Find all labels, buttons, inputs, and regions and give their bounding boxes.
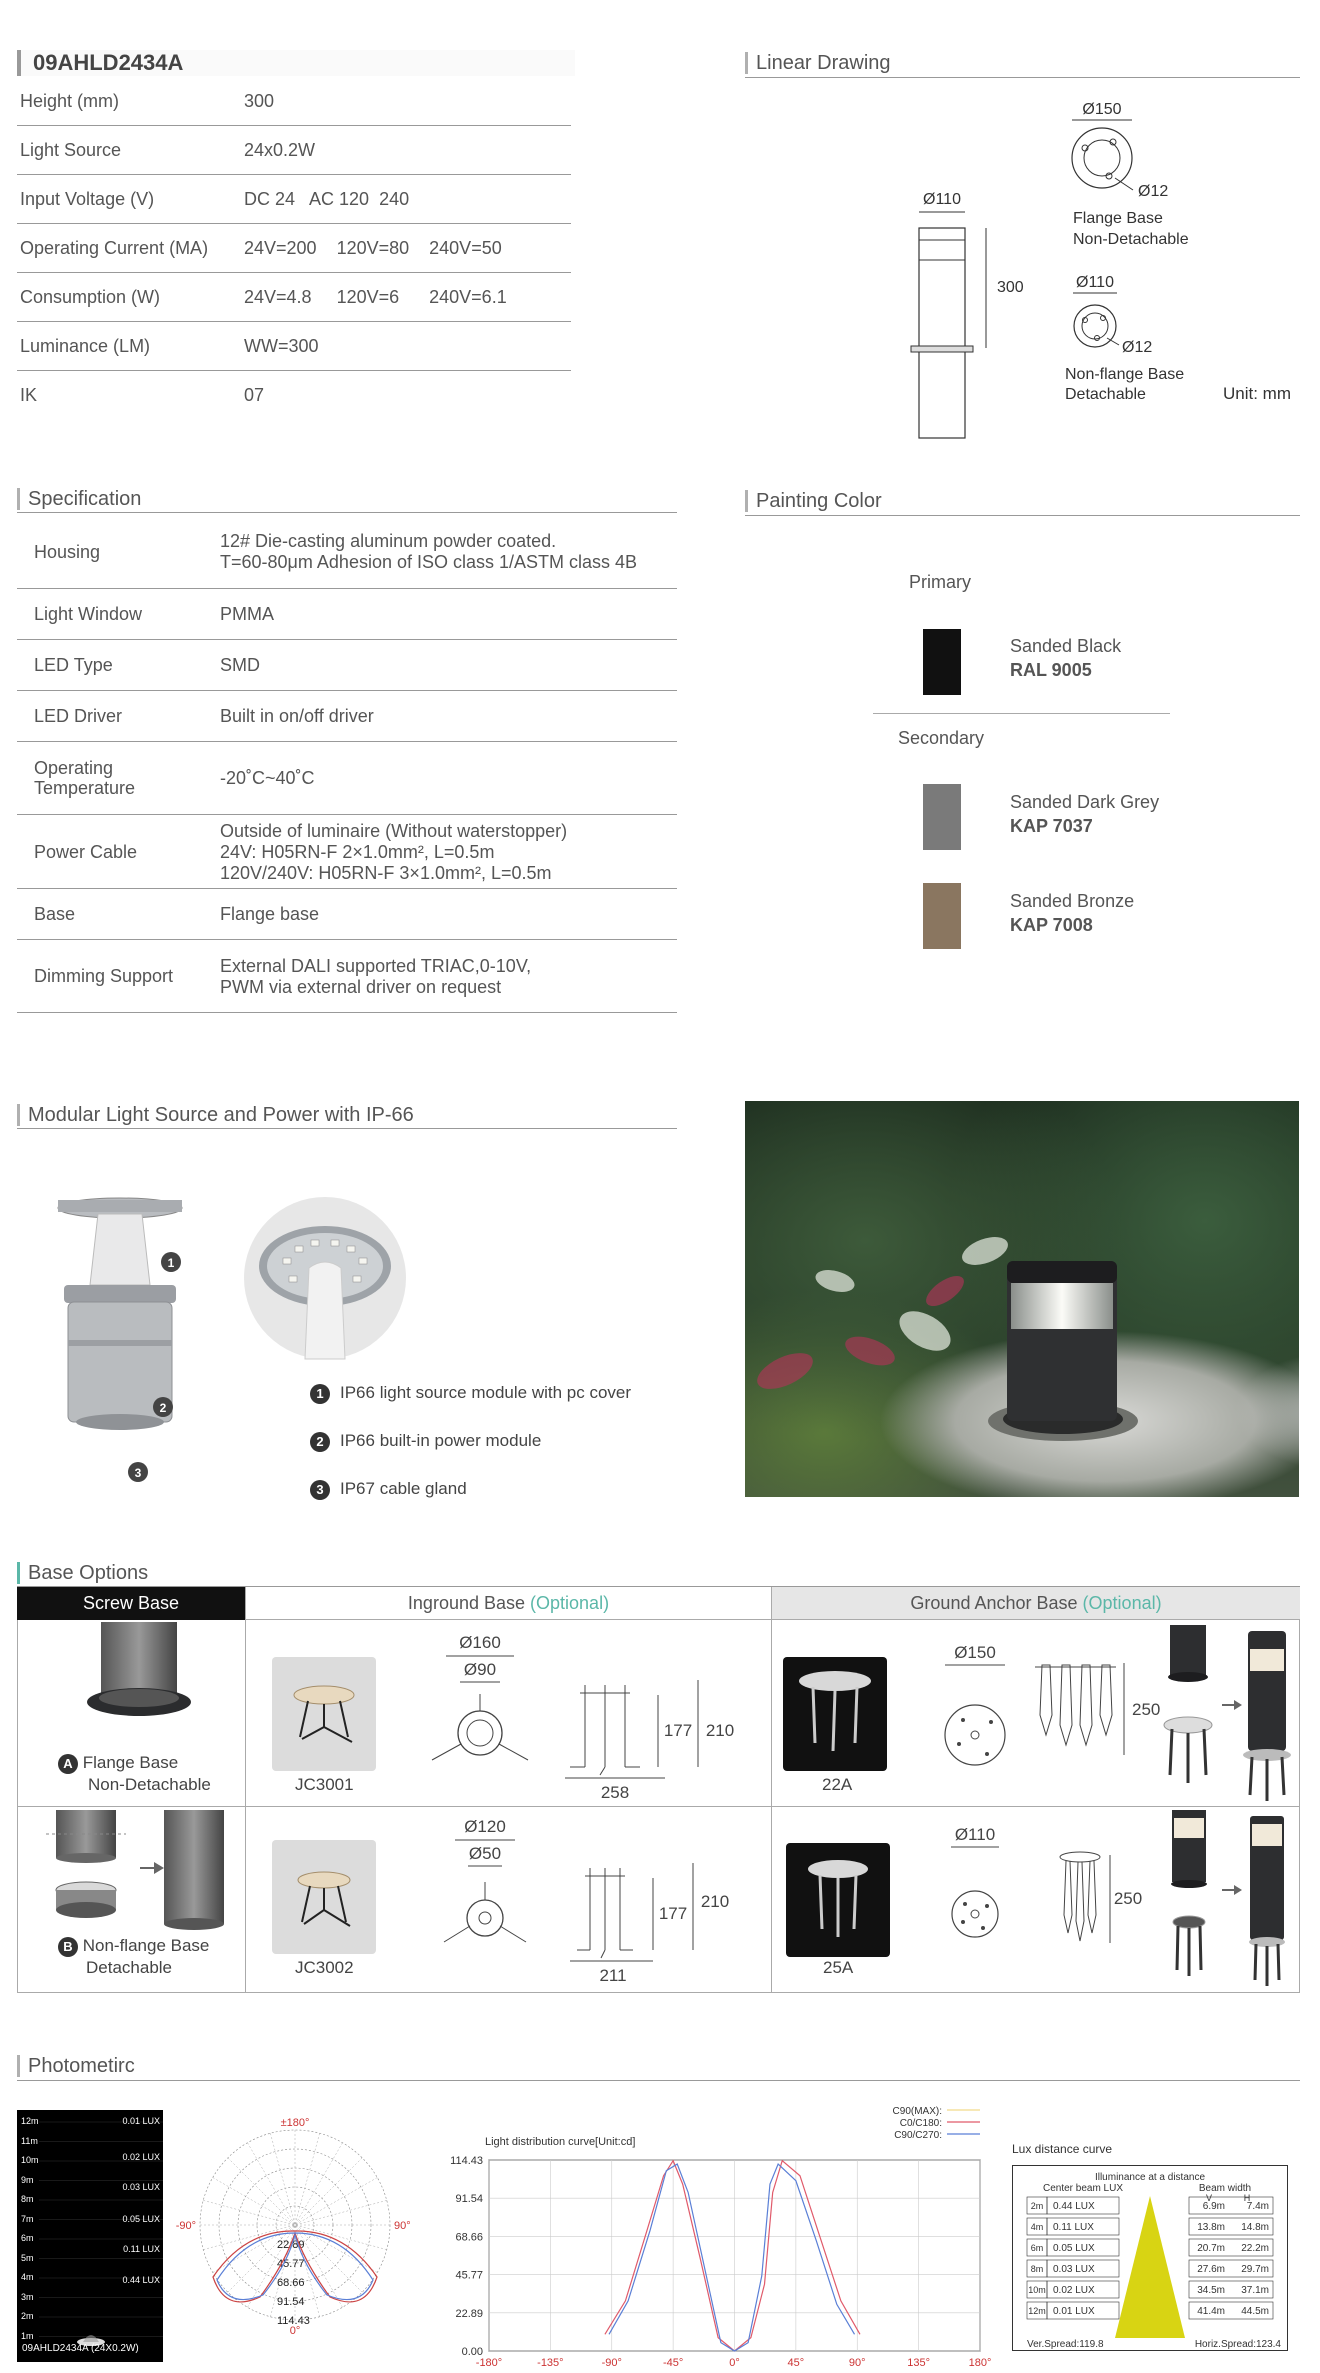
screw-a-label1: Flange Base [82,1753,179,1772]
screw-base-a-image [85,1622,195,1722]
nonflange-top-view [1065,274,1184,403]
beam-height-label: 5m [21,2252,34,2263]
modular-item [310,1479,467,1500]
side-view-drawing [911,191,1024,438]
beam-height-label: 3m [21,2291,34,2302]
dimension-ib-d1: Ø120 [464,1817,506,1836]
lux-beam-h: 22.2m [1241,2243,1269,2254]
curve-x-tick: -45° [662,2357,684,2369]
modular-item-number: 3 [310,1480,330,1500]
curve-x-tick: 0° [729,2357,740,2369]
lux-distance: 8m [1030,2264,1044,2274]
specification-value-line: PMMA [220,604,274,624]
ld-fl1-text: Flange Base [1073,210,1163,227]
lux-beam-v: 41.4m [1197,2306,1225,2317]
color-swatch-black [923,629,961,695]
curve-x-tick: 180° [968,2357,992,2369]
ld-nd-text: Ø110 [1076,274,1114,291]
inground-b-sideview [565,1858,765,1988]
lux-beam-h: 29.7m [1241,2264,1269,2275]
dimension-ia-w: 258 [600,1783,630,1802]
curve-x-tick: -90° [601,2357,622,2369]
modular-item-text: IP67 cable gland [340,1479,467,1498]
lux-distance: 6m [1030,2243,1044,2253]
curve-y-tick: 114.43 [450,2155,483,2167]
specification-divider [17,512,677,513]
specification-value-line: 12# Die-casting aluminum powder coated. [220,531,557,551]
beam-lux-label: 0.05 LUX [122,2214,160,2224]
specification-key: Base [34,904,76,924]
screw-a-label2: Non-Detachable [88,1774,211,1794]
svg-text:1: 1 [167,1256,175,1270]
lux-beam-h: 37.1m [1241,2285,1269,2296]
specification-value-line: 120V/240V: H05RN-F 3×1.0mm², L=0.5m [220,862,552,883]
beam-height-label: 10m [21,2155,39,2165]
specification-value-line: Flange base [220,904,320,924]
ld-fh-text: Ø12 [1138,183,1169,200]
specification-value-line: SMD [220,655,260,675]
polar-ring-label: 91.54 [277,2296,305,2308]
modular-item-text: IP66 built-in power module [340,1431,542,1450]
spec-row [17,225,571,273]
ld-h-text: 300 [997,279,1024,296]
lux-value: 0.03 LUX [1053,2264,1095,2275]
beam-height-label: 1m [21,2330,34,2341]
spec-value: 24V=200 120V=80 240V=50 [244,238,502,258]
spec-row [17,127,571,175]
polar-ring-label: 22.89 [277,2239,305,2251]
anchor-header-label: Ground Anchor Base [910,1593,1078,1613]
lux-value: 0.44 LUX [1053,2201,1095,2212]
lx-v: V [1205,2193,1213,2203]
secondary-label: Secondary [898,728,985,748]
beam-height-label: 6m [21,2233,34,2243]
svg-text:3: 3 [134,1466,142,1480]
callout-1 [161,1252,181,1272]
specification-key: Light Window [34,604,143,624]
inground-a-topview [420,1630,540,1780]
screw-base-b-image [40,1810,240,1940]
ld-unit-text: Unit: mm [1223,384,1291,403]
inground-a-thumb [272,1657,376,1771]
specification-row [17,640,677,691]
anchor-a-thumb [783,1657,887,1771]
modular-divider [17,1128,677,1129]
letter-a-badge: A [58,1754,78,1774]
specification-value [220,904,319,925]
lx-tt: Illuminance at a distance [1094,2172,1206,2183]
spec-value: 24x0.2W [244,140,316,160]
curve-y-tick: 68.66 [455,2231,483,2244]
curve-y-tick: 22.89 [455,2307,483,2320]
beam-spread-chart [17,2110,163,2362]
modular-title: Modular Light Source and Power with IP-66 [17,1104,414,1126]
beam-lux-label: 0.11 LUX [123,2244,160,2254]
model-title [17,50,575,76]
specification-key-line2: Temperature [34,777,136,798]
lux-table-box [1012,2165,1288,2351]
ld-nh-text: Ø12 [1122,339,1153,356]
model-number: 09AHLD2434A [33,50,184,75]
primary-label: Primary [909,572,971,592]
lux-distance: 2m [1030,2201,1044,2211]
specification-row [17,515,677,589]
screw-a-label [58,1752,211,1795]
polar-top-label: ±180° [280,2117,310,2129]
polar-ring-label: 68.66 [277,2277,305,2289]
painting-color-divider [745,515,1300,516]
lux-beam-h: 44.5m [1241,2306,1269,2317]
inground-a-code: JC3001 [295,1775,354,1794]
specification-key: LED Type [34,655,113,675]
color-name-bronze: Sanded Bronze [1010,891,1135,911]
curve-x-tick: -135° [537,2357,564,2369]
curve-legend-label: C90(MAX): [892,2106,942,2117]
dimension-ib-w: 211 [599,1966,627,1985]
color-code-bronze: KAP 7008 [1010,915,1093,935]
screw-base-header: Screw Base [17,1587,245,1620]
curve-x-tick: 45° [787,2357,805,2369]
lux-value: 0.02 LUX [1053,2285,1095,2296]
spec-key: Operating Current (MA) [20,238,209,258]
specification-key: LED Driver [34,706,123,726]
inground-base-header [245,1587,771,1620]
curve-legend-label: C0/C180: [899,2118,942,2129]
dimension-ib-d2: Ø50 [468,1844,502,1863]
specification-value [220,956,531,998]
svg-text:2: 2 [159,1401,167,1415]
inground-b-thumb [272,1840,376,1954]
spec-key: Luminance (LM) [20,336,151,356]
beam-caption: 09AHLD2434A (24X0.2W) [22,2343,139,2354]
specification-row [17,589,677,640]
anchor-a-install-image [1160,1625,1300,1805]
polar-diagram [175,2117,420,2370]
specification-value-line: PWM via external driver on request [220,976,502,997]
lux-value: 0.01 LUX [1053,2306,1095,2317]
anchor-a-code: 22A [822,1775,853,1794]
lux-beam-h: 7.4m [1246,2201,1269,2212]
inground-header-label: Inground Base [407,1593,526,1613]
spec-value: 300 [244,91,275,111]
dimension-ia-d2: Ø90 [463,1660,497,1679]
curve-legend-label: C90/C270: [894,2130,942,2141]
specification-key: Housing [34,541,101,562]
anchor-b-sideview [1050,1845,1160,1985]
dimension-ia-h2: 210 [705,1721,735,1740]
beam-lux-label: 0.01 LUX [122,2116,160,2126]
specification-value [220,706,374,727]
dimension-ia-d1: Ø160 [459,1633,501,1652]
screw-b-label [58,1935,209,1978]
painting-divider [873,713,1170,714]
curve-x-tick: 90° [848,2357,866,2369]
beam-height-label: 8m [21,2194,34,2204]
module-exploded-image [50,1190,210,1490]
specification-value [220,531,637,573]
curve-x-tick: 135° [907,2357,931,2369]
spec-key: Light Source [20,140,122,160]
light-distribution-chart [435,2100,995,2373]
lux-beam-v: 27.6m [1197,2264,1225,2275]
spec-key: Height (mm) [20,91,120,111]
beam-lux-label: 0.02 LUX [122,2152,160,2162]
beam-height-label: 2m [21,2311,34,2321]
linear-drawing [745,90,1320,420]
specification-value-line: Built in on/off driver [220,706,374,726]
specification-value [220,768,315,789]
spec-row [17,176,571,224]
anchor-a-sideview [1030,1655,1161,1795]
specification-value-line: -20˚C~40˚C [220,768,315,788]
color-swatch-dark-grey [923,784,961,850]
spec-row [17,274,571,322]
curve-x-tick: -180° [475,2357,503,2369]
inground-a-sideview [560,1675,760,1805]
anchor-b-code: 25A [823,1958,854,1977]
inground-b-topview [430,1814,540,1964]
specification-value-line: External DALI supported TRIAC,0-10V, [220,955,532,976]
color-name-black: Sanded Black [1010,636,1122,656]
lux-beam-v: 6.9m [1202,2201,1225,2212]
callout-2 [153,1397,173,1417]
flange-top-view [1072,101,1189,248]
polar-ring-label: 45.77 [277,2258,305,2270]
modular-item-number: 2 [310,1432,330,1452]
photometric-title: Photometirc [17,2055,135,2077]
lux-beam-v: 20.7m [1197,2243,1225,2254]
lux-distance: 12m [1028,2306,1046,2316]
anchor-b-install-image [1160,1810,1300,1990]
ld-nl1-text: Non-flange Base [1065,366,1185,383]
ld-fl2-text: Non-Detachable [1073,231,1189,248]
spec-key: Consumption (W) [20,287,161,307]
specification-title: Specification [17,488,141,510]
inground-optional-label: (Optional) [530,1593,610,1613]
modular-item-number: 1 [310,1384,330,1404]
beam-height-label: 11m [21,2135,38,2146]
dimension-aa-d: Ø150 [954,1643,996,1662]
spec-row [17,323,571,371]
beam-height-label: 9m [21,2174,34,2185]
letter-b-badge: B [58,1937,78,1957]
lux-distance-title: Lux distance curve [1012,2142,1113,2156]
polar-left-label: -90° [175,2220,196,2232]
polar-right-label: 90° [394,2220,411,2232]
spec-value: 07 [244,385,265,405]
beam-lux-label: 0.03 LUX [122,2182,160,2192]
beam-lux-label: 0.44 LUX [122,2275,160,2285]
lux-beam-h: 14.8m [1241,2222,1269,2233]
specification-value [220,604,274,625]
curve-title: Light distribution curve[Unit:cd] [485,2136,636,2148]
specification-row [17,889,677,940]
lux-value: 0.11 LUX [1053,2222,1094,2233]
curve-y-tick: 91.54 [455,2193,483,2206]
dimension-ab-h: 250 [1113,1889,1143,1908]
spec-value: DC 24 AC 120 240 [244,189,410,209]
specification-value-line: Outside of luminaire (Without waterstopper) [220,820,568,841]
spec-value: 24V=4.8 120V=6 240V=6.1 [244,287,507,307]
specification-key: Power Cable [34,841,138,862]
spec-row [17,372,571,419]
curve-c90-c270 [609,2164,855,2351]
color-code-dark-grey: KAP 7037 [1010,816,1093,836]
spec-key: Input Voltage (V) [20,189,155,209]
painting-color-title: Painting Color [745,490,882,512]
lux-value: 0.05 LUX [1053,2243,1095,2254]
specification-row [17,815,677,889]
modular-item-text: IP66 light source module with pc cover [340,1383,632,1402]
spec-key: IK [20,385,38,405]
lux-beam-v: 13.8m [1197,2222,1225,2233]
lux-beam-v: 34.5m [1197,2285,1225,2296]
linear-drawing-title: Linear Drawing [745,52,891,74]
specification-value [220,655,260,676]
dimension-ab-d: Ø110 [954,1825,996,1844]
dimension-aa-h: 250 [1132,1700,1161,1719]
modular-item [310,1431,541,1452]
anchor-b-thumb [786,1843,890,1957]
curve-y-tick: 45.77 [455,2269,483,2282]
ld-fd-text: Ø150 [1082,101,1122,118]
curve-y-tick: 0.00 [461,2346,483,2358]
row-divider [17,1806,1300,1807]
specification-row [17,940,677,1013]
color-code-black: RAL 9005 [1010,660,1092,680]
lx-hs: Horiz.Spread:123.4 [1194,2339,1281,2350]
specification-value-line: 24V: H05RN-F 2×1.0mm², L=0.5m [220,841,495,862]
specification-row [17,691,677,742]
lx-h: H [1243,2193,1251,2203]
specification-key: Dimming Support [34,966,174,986]
dimension-ib-h1: 177 [658,1904,688,1923]
lx-vs: Ver.Spread:119.8 [1027,2339,1104,2350]
beam-height-label: 12m [21,2116,39,2126]
modular-item [310,1383,631,1404]
lux-distance: 4m [1030,2222,1044,2232]
callout-3 [128,1462,148,1482]
beam-height-label: 7m [21,2213,34,2224]
screw-b-label1: Non-flange Base [82,1936,210,1955]
led-module-closeup [243,1196,407,1360]
dimension-ib-h2: 210 [700,1892,730,1911]
screw-b-label2: Detachable [86,1957,173,1977]
specification-key [34,758,135,798]
spec-row [17,78,571,126]
photometric-divider [17,2080,1300,2081]
dimension-ia-h1: 177 [663,1721,693,1740]
ld-nl2-text: Detachable [1065,386,1146,403]
specification-row [17,742,677,815]
specification-value [220,821,567,884]
lx-cl: Center beam LUX [1042,2183,1124,2194]
color-swatch-bronze [923,883,961,949]
beam-height-label: 4m [21,2272,34,2282]
specification-key-line1: Operating [34,757,114,778]
anchor-base-header [771,1587,1300,1620]
spec-value: WW=300 [244,336,319,356]
polar-ring-label: 114.43 [277,2315,310,2327]
lux-distance: 10m [1028,2285,1046,2295]
anchor-b-topview [935,1822,1015,1952]
anchor-optional-label: (Optional) [1082,1593,1162,1613]
anchor-a-topview [935,1640,1015,1770]
specification-value-line: T=60-80μm Adhesion of ISO class 1/ASTM class 4B [220,552,638,572]
color-name-dark-grey: Sanded Dark Grey [1010,792,1160,812]
inground-b-code: JC3002 [295,1958,354,1977]
lx-bl: Beam width [1198,2183,1252,2194]
base-options-title: Base Options [17,1562,148,1584]
ld-dia-text: Ø110 [923,191,961,208]
polar-bottom-label: 0° [289,2325,301,2337]
product-scene-photo [745,1101,1299,1497]
linear-drawing-divider [745,77,1300,78]
